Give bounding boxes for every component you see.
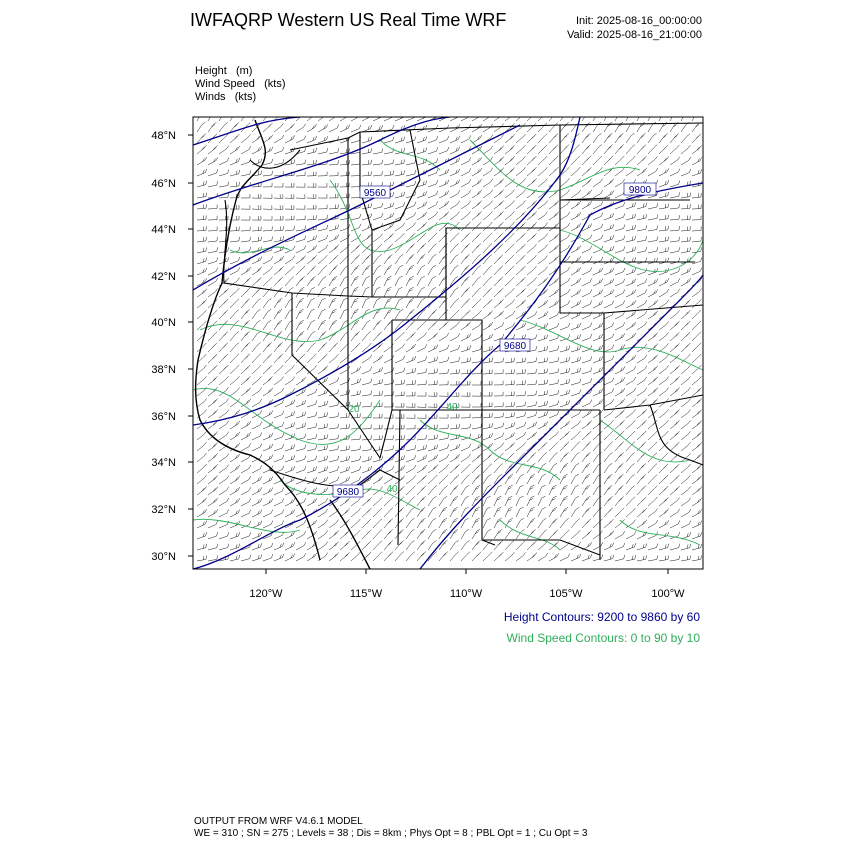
lat-tick-label: 42°N [151,271,176,283]
field-winds: Winds (kts) [195,91,257,103]
model-footer [194,816,587,840]
contour-label: 20 [348,404,360,415]
lon-tick-label: 110°W [449,588,483,600]
lat-tick-label: 32°N [151,504,176,516]
lat-tick-label: 44°N [151,224,176,236]
lat-tick-label: 46°N [151,178,176,190]
model-version: OUTPUT FROM WRF V4.6.1 MODEL [194,816,363,827]
lon-tick-label: 115°W [349,588,383,600]
valid-time: Valid: 2025-08-16_21:00:00 [567,29,702,41]
longitude-axis [249,569,685,600]
plot-title: IWFAQRP Western US Real Time WRF [190,10,507,30]
lat-tick-label: 30°N [151,551,176,563]
contour-label: 40 [446,402,458,413]
contour-label: 9560 [363,188,387,199]
lon-tick-label: 105°W [549,588,583,600]
field-wind-speed: Wind Speed (kts) [195,78,286,90]
wind-contour-legend: Wind Speed Contours: 0 to 90 by 10 [506,631,700,645]
contour-label: 9800 [628,185,652,196]
lat-tick-label: 40°N [151,317,176,329]
field-height: Height (m) [195,65,253,77]
lat-tick-label: 36°N [151,411,176,423]
lat-tick-label: 34°N [151,457,176,469]
contour-label: 40 [386,484,398,495]
contour-label: 9680 [503,341,527,352]
lon-tick-label: 100°W [651,588,685,600]
lat-tick-label: 48°N [151,130,176,142]
lon-tick-label: 120°W [249,588,283,600]
contour-label: 9680 [336,487,360,498]
contour-legend [504,607,700,649]
lat-tick-label: 38°N [151,364,176,376]
init-time: Init: 2025-08-16_00:00:00 [576,15,702,27]
model-config: WE = 310 ; SN = 275 ; Levels = 38 ; Dis = 8km ; Phys Opt = 8 ; PBL Opt = 1 ; Cu Opt = 3 [194,828,588,839]
latitude-axis [151,130,193,563]
height-contour-legend: Height Contours: 9200 to 9860 by 60 [503,610,700,624]
